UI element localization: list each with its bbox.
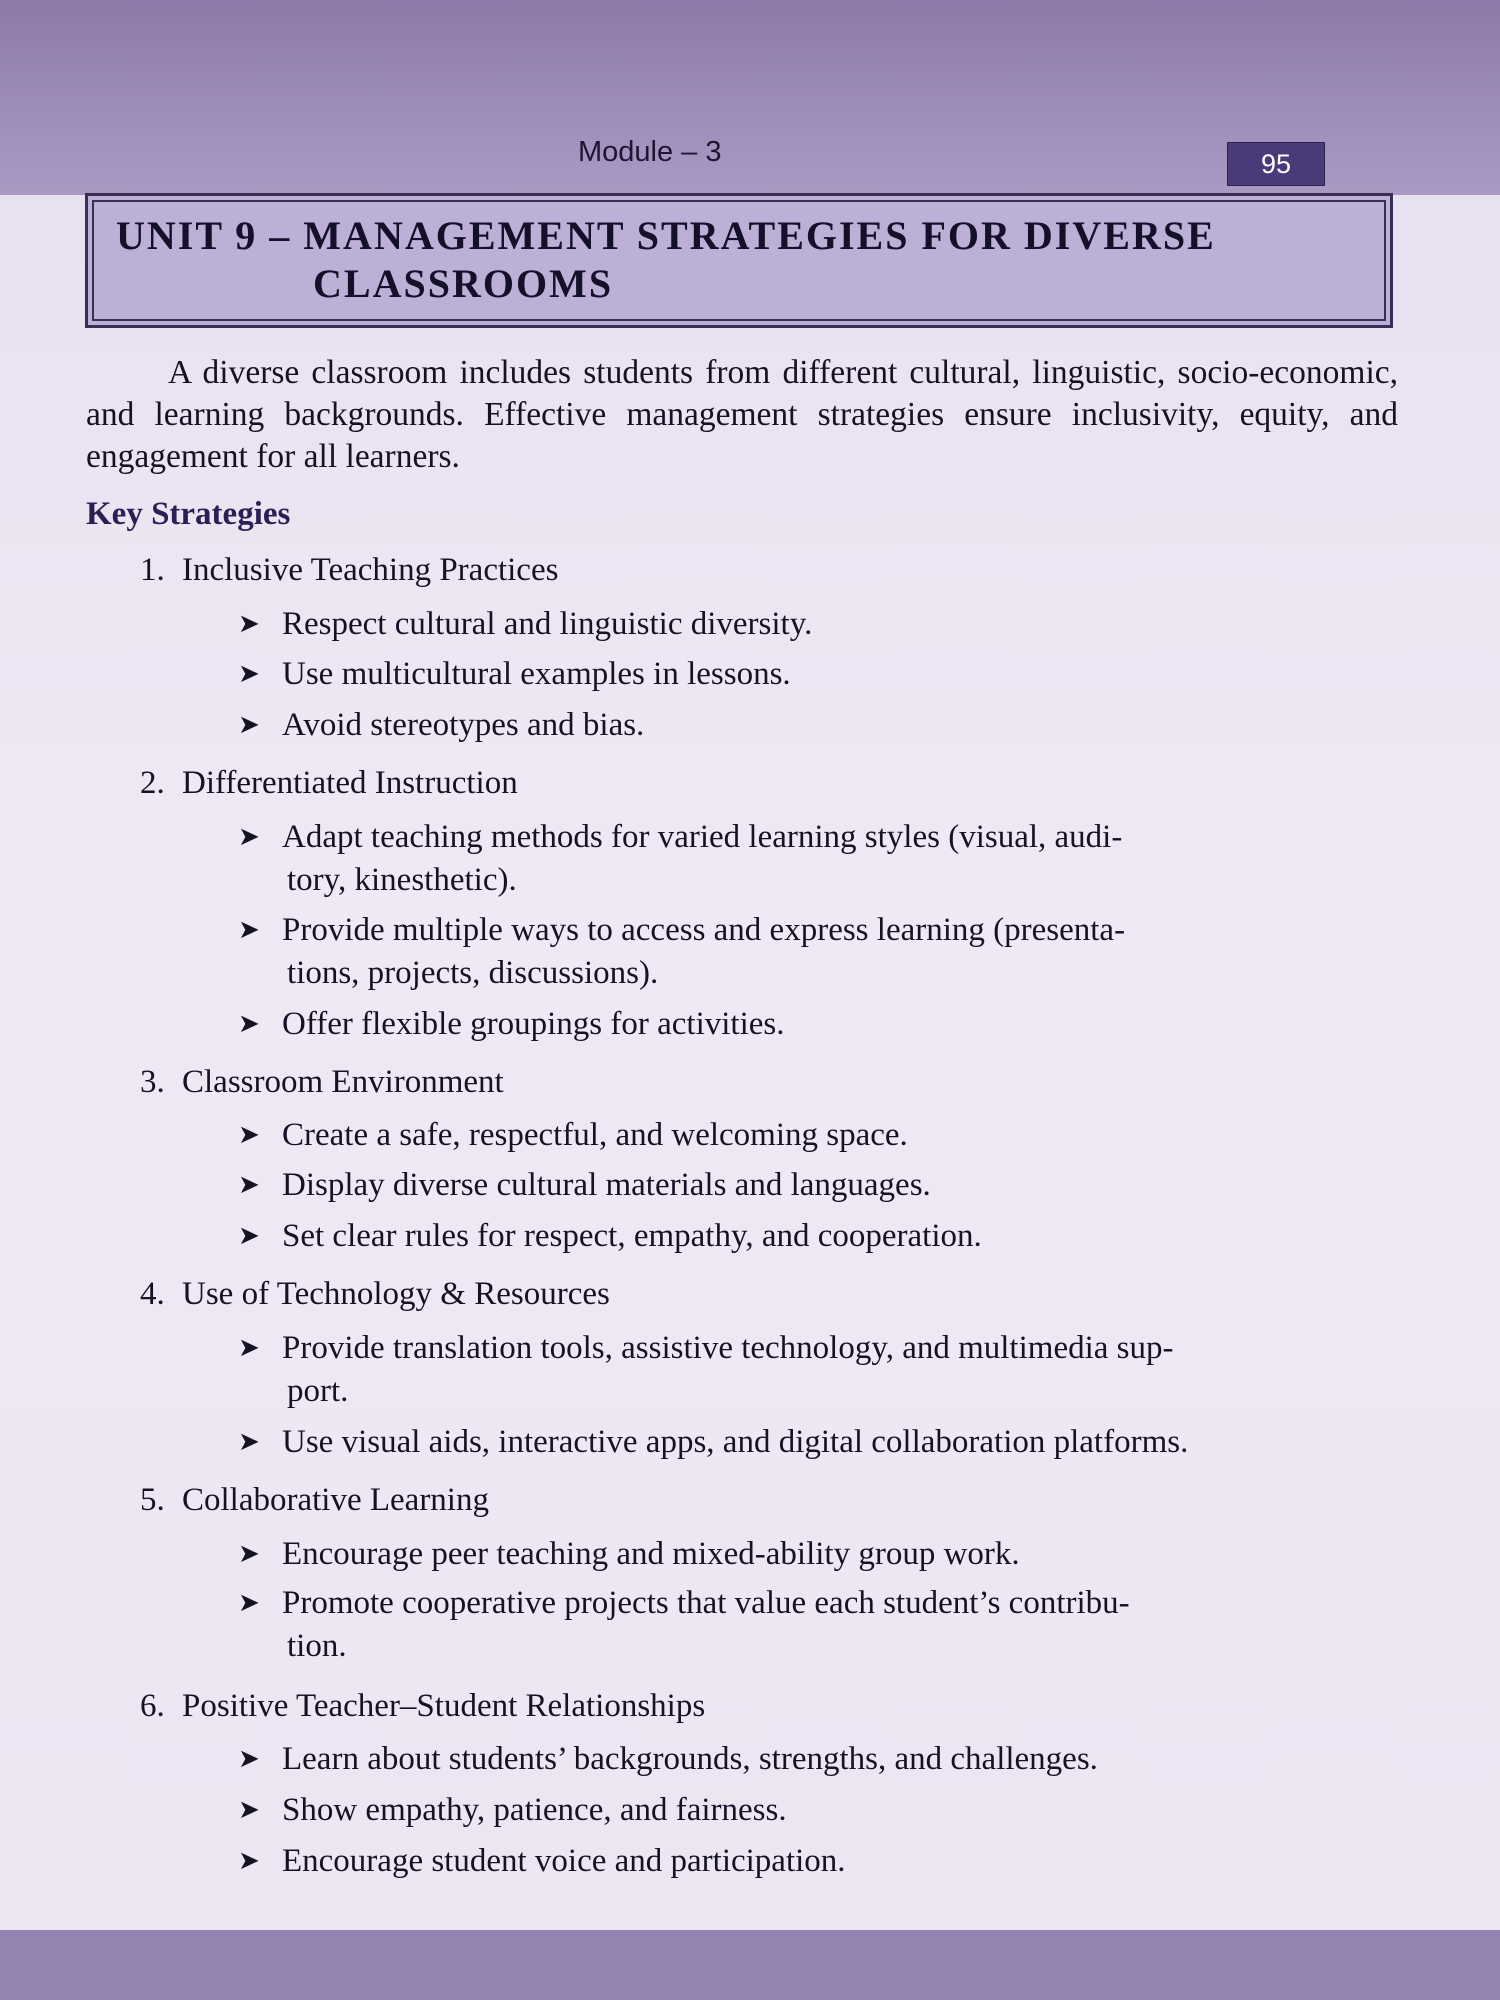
arrowhead-bullet-icon: ➤ bbox=[238, 1539, 260, 1569]
arrowhead-bullet-icon: ➤ bbox=[238, 1588, 260, 1618]
section-number: 4. bbox=[140, 1276, 165, 1312]
intro-text: A diverse classroom includes students from different cultural, linguistic, socio-economic, and learning backgrounds. Effective management strategies ensure inclusivity, equity, and engagement for all learners. bbox=[86, 354, 1398, 475]
section-title: Inclusive Teaching Practices bbox=[182, 552, 559, 588]
arrowhead-bullet-icon: ➤ bbox=[238, 822, 260, 852]
unit-title-line-1: UNIT 9 – MANAGEMENT STRATEGIES FOR DIVERSE bbox=[116, 213, 1216, 258]
bullet-text: Respect cultural and linguistic diversity. bbox=[282, 606, 813, 642]
arrowhead-bullet-icon: ➤ bbox=[238, 1120, 260, 1150]
bullet-text: Promote cooperative projects that value each student’s contribu- bbox=[282, 1585, 1130, 1621]
bullet-text: Use multicultural examples in lessons. bbox=[282, 656, 791, 692]
bullet-item bbox=[240, 1843, 846, 1880]
arrowhead-bullet-icon: ➤ bbox=[238, 659, 260, 689]
arrowhead-bullet-icon: ➤ bbox=[238, 1333, 260, 1363]
bullet-text: Encourage peer teaching and mixed-ability group work. bbox=[282, 1536, 1020, 1572]
section-title: Positive Teacher–Student Relationships bbox=[182, 1688, 706, 1724]
arrowhead-bullet-icon: ➤ bbox=[238, 1170, 260, 1200]
bullet-item bbox=[240, 707, 644, 744]
bullet-item bbox=[240, 1117, 908, 1154]
section-title: Differentiated Instruction bbox=[182, 765, 518, 801]
section-heading bbox=[140, 1482, 489, 1519]
bullet-continuation: port. bbox=[287, 1373, 349, 1409]
bullet-item bbox=[240, 1330, 1173, 1367]
bullet-item bbox=[240, 1424, 1188, 1461]
arrowhead-bullet-icon: ➤ bbox=[238, 1846, 260, 1876]
arrowhead-bullet-icon: ➤ bbox=[238, 710, 260, 740]
section-number: 3. bbox=[140, 1064, 165, 1100]
bullet-continuation: tions, projects, discussions). bbox=[287, 955, 659, 991]
unit-title-line-2: CLASSROOMS bbox=[313, 261, 614, 306]
bullet-text: Avoid stereotypes and bias. bbox=[282, 707, 645, 743]
bullet-item bbox=[240, 1167, 931, 1204]
footer-band bbox=[0, 1930, 1500, 2000]
arrowhead-bullet-icon: ➤ bbox=[238, 1795, 260, 1825]
section-title: Use of Technology & Resources bbox=[182, 1276, 610, 1312]
bullet-item bbox=[240, 912, 1125, 949]
section-number: 2. bbox=[140, 765, 165, 801]
bullet-text: Create a safe, respectful, and welcoming space. bbox=[282, 1117, 908, 1153]
bullet-text: Adapt teaching methods for varied learning styles (visual, audi- bbox=[282, 819, 1123, 855]
arrowhead-bullet-icon: ➤ bbox=[238, 1427, 260, 1457]
section-title: Classroom Environment bbox=[182, 1064, 504, 1100]
section-number: 6. bbox=[140, 1688, 165, 1724]
unit-title-box bbox=[85, 193, 1393, 328]
section-number: 1. bbox=[140, 552, 165, 588]
bullet-text: Provide multiple ways to access and express learning (presenta- bbox=[282, 912, 1126, 948]
bullet-text: Encourage student voice and participation. bbox=[282, 1843, 846, 1879]
section-heading bbox=[140, 765, 518, 802]
module-label: Module – 3 bbox=[578, 136, 722, 168]
key-strategies-heading: Key Strategies bbox=[86, 496, 291, 532]
bullet-continuation: tion. bbox=[287, 1628, 347, 1664]
bullet-item bbox=[240, 1585, 1130, 1622]
bullet-item bbox=[240, 656, 791, 693]
bullet-item bbox=[240, 1006, 785, 1043]
arrowhead-bullet-icon: ➤ bbox=[238, 1009, 260, 1039]
bullet-text: Show empathy, patience, and fairness. bbox=[282, 1792, 787, 1828]
bullet-item bbox=[240, 1218, 982, 1255]
section-heading bbox=[140, 1064, 504, 1101]
bullet-text: Offer flexible groupings for activities. bbox=[282, 1006, 785, 1042]
section-heading bbox=[140, 552, 558, 589]
bullet-text: Display diverse cultural materials and languages. bbox=[282, 1167, 931, 1203]
bullet-item bbox=[240, 606, 812, 643]
section-heading bbox=[140, 1688, 705, 1725]
arrowhead-bullet-icon: ➤ bbox=[238, 1221, 260, 1251]
arrowhead-bullet-icon: ➤ bbox=[238, 1744, 260, 1774]
bullet-text: Learn about students’ backgrounds, strengths, and challenges. bbox=[282, 1741, 1098, 1777]
bullet-item bbox=[240, 1536, 1020, 1573]
bullet-item bbox=[240, 1741, 1098, 1778]
section-heading bbox=[140, 1276, 610, 1313]
bullet-text: Use visual aids, interactive apps, and digital collaboration platforms. bbox=[282, 1424, 1189, 1460]
intro-paragraph bbox=[86, 352, 1398, 478]
section-title: Collaborative Learning bbox=[182, 1482, 489, 1518]
arrowhead-bullet-icon: ➤ bbox=[238, 915, 260, 945]
bullet-continuation: tory, kinesthetic). bbox=[287, 862, 517, 898]
section-number: 5. bbox=[140, 1482, 165, 1518]
arrowhead-bullet-icon: ➤ bbox=[238, 609, 260, 639]
page-number-badge: 95 bbox=[1227, 142, 1325, 186]
bullet-text: Set clear rules for respect, empathy, and cooperation. bbox=[282, 1218, 982, 1254]
bullet-text: Provide translation tools, assistive technology, and multimedia sup- bbox=[282, 1330, 1174, 1366]
bullet-item bbox=[240, 819, 1122, 856]
bullet-item bbox=[240, 1792, 787, 1829]
